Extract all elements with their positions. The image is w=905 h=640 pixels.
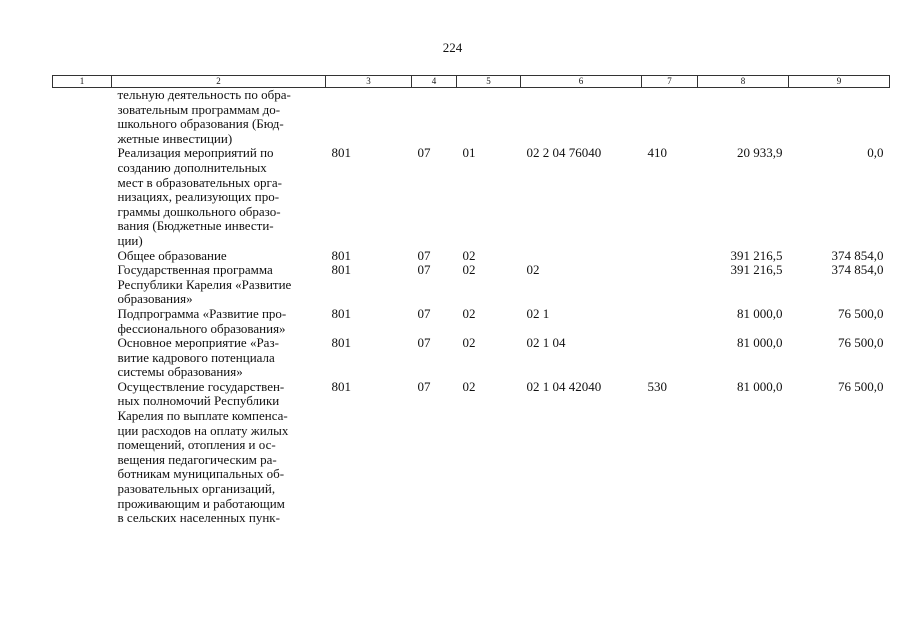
row-number-cell <box>53 249 112 264</box>
ministry-code: 801 <box>331 262 351 278</box>
column-header: 7 <box>642 76 698 88</box>
amount-year-1: 81 000,0 <box>737 335 783 351</box>
section-code: 07 <box>417 262 431 278</box>
section-code: 07 <box>417 145 431 161</box>
table-row <box>53 336 890 380</box>
subsection-code: 02 <box>462 305 476 321</box>
amount-year-2: 76 500,0 <box>838 305 884 321</box>
budget-table <box>52 75 890 526</box>
column-header: 5 <box>457 76 521 88</box>
ministry-code: 801 <box>331 145 351 161</box>
amount-year-2: 0,0 <box>867 145 884 161</box>
amount-year-1: 81 000,0 <box>737 305 783 321</box>
item-name: Осуществление государствен- ных полномочий Республики Карелия по выплате компенса- ции расходов на оплату жилых помещений, отопления и ос- вещения педагогическим ра- ботникам муниципальных об- разовательных организаций, проживающим и работающим в сельских населенных пунк- <box>117 378 289 526</box>
amount-year-1: 20 933,9 <box>737 145 783 161</box>
ministry-code <box>326 88 412 147</box>
column-header: 6 <box>521 76 642 88</box>
table-row <box>53 146 890 248</box>
section-code: 07 <box>417 247 431 263</box>
table-row <box>53 380 890 526</box>
row-number-cell <box>53 380 112 526</box>
column-header: 4 <box>412 76 457 88</box>
row-number-cell <box>53 307 112 336</box>
table-row <box>53 88 890 147</box>
expense-type-code <box>642 307 698 336</box>
row-number-cell <box>53 88 112 147</box>
row-number-cell <box>53 263 112 307</box>
table-row <box>53 263 890 307</box>
column-number-row <box>53 76 890 88</box>
column-header: 9 <box>789 76 890 88</box>
subsection-code: 02 <box>462 335 476 351</box>
column-header: 1 <box>53 76 112 88</box>
amount-year-2: 374 854,0 <box>831 247 884 263</box>
amount-year-1: 391 216,5 <box>730 247 783 263</box>
column-header: 8 <box>698 76 789 88</box>
expense-type-code: 530 <box>647 378 667 394</box>
subsection-code: 02 <box>462 262 476 278</box>
amount-year-1: 81 000,0 <box>737 378 783 394</box>
expense-type-code <box>642 88 698 147</box>
expense-type-code <box>642 336 698 380</box>
item-name: Общее образование <box>117 247 227 263</box>
subsection-code: 01 <box>462 145 476 161</box>
item-name: Основное мероприятие «Раз- витие кадрового потенциала системы образования» <box>117 335 279 380</box>
item-name: тельную деятельность по обра- зовательным программам до- школьного образования (Бюд- жетные инвестиции) <box>117 87 291 146</box>
section-code: 07 <box>417 335 431 351</box>
section-code: 07 <box>417 378 431 394</box>
expense-type-code <box>642 263 698 307</box>
subsection-code: 02 <box>462 247 476 263</box>
amount-year-2: 76 500,0 <box>838 335 884 351</box>
expense-type-code: 410 <box>647 145 667 161</box>
section-code <box>412 88 457 147</box>
ministry-code: 801 <box>331 305 351 321</box>
row-number-cell <box>53 336 112 380</box>
amount-year-1: 391 216,5 <box>730 262 783 278</box>
page-number: 224 <box>442 40 463 55</box>
target-article-code <box>521 88 642 147</box>
target-article-code: 02 1 04 42040 <box>526 378 602 394</box>
amount-year-2: 76 500,0 <box>838 378 884 394</box>
target-article-code: 02 1 <box>526 305 550 321</box>
expense-type-code <box>642 249 698 264</box>
amount-year-1 <box>698 88 789 147</box>
item-name: Реализация мероприятий по созданию дополнительных мест в образовательных орга- низациях, реализующих про- граммы дошкольного образо- вания (Бюджетные инвести- ции) <box>117 145 282 248</box>
subsection-code <box>457 88 521 147</box>
table-row <box>53 307 890 336</box>
column-header: 3 <box>326 76 412 88</box>
ministry-code: 801 <box>331 378 351 394</box>
target-article-code: 02 1 04 <box>526 335 566 351</box>
table-row <box>53 249 890 264</box>
ministry-code: 801 <box>331 335 351 351</box>
target-article-code: 02 2 04 76040 <box>526 145 602 161</box>
item-name: Подпрограмма «Развитие про- фессионального образования» <box>117 305 287 336</box>
subsection-code: 02 <box>462 378 476 394</box>
amount-year-2 <box>789 88 890 147</box>
amount-year-2: 374 854,0 <box>831 262 884 278</box>
ministry-code: 801 <box>331 247 351 263</box>
item-name: Государственная программа Республики Карелия «Развитие образования» <box>117 262 292 307</box>
row-number-cell <box>53 146 112 248</box>
section-code: 07 <box>417 305 431 321</box>
target-article-code: 02 <box>526 262 540 278</box>
target-article-code <box>521 249 642 264</box>
column-header: 2 <box>112 76 326 88</box>
